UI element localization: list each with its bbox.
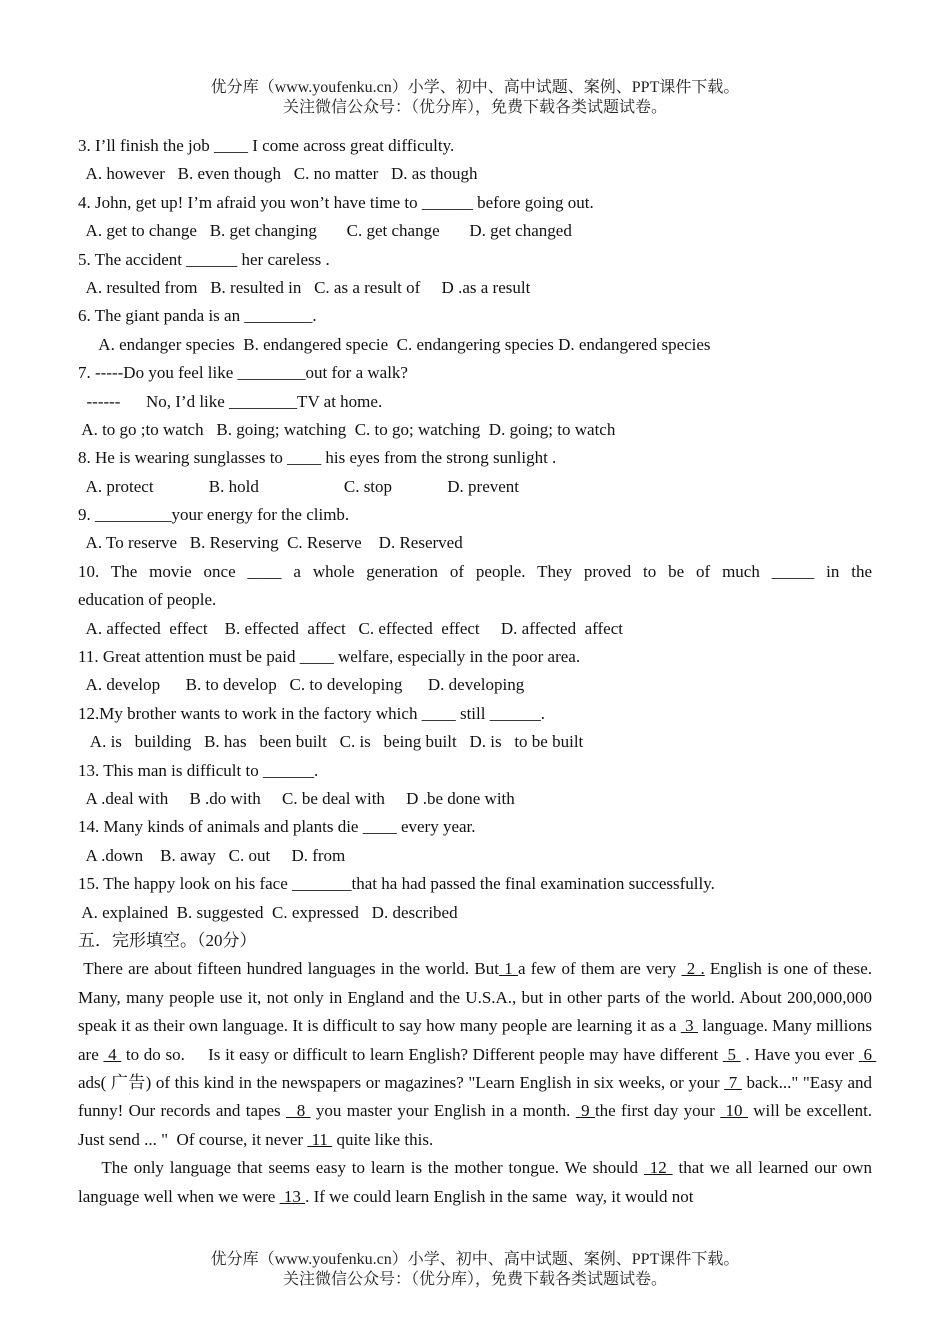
cloze-text: the first day your	[594, 1101, 721, 1121]
blank-4: 4	[103, 1044, 122, 1064]
blank-6: 6	[858, 1044, 877, 1064]
question-13-stem: 13. This man is difficult to ______.	[78, 760, 319, 780]
question-12-stem: 12.My brother wants to work in the factory which ____ still ______.	[78, 703, 545, 723]
main-content	[78, 132, 881, 1211]
question-7-options: A. to go ;to watch B. going; watching C. to go; watching D. going; to watch	[78, 419, 616, 439]
cloze-text: language. Many millions are	[78, 1016, 877, 1064]
page-footer	[0, 1250, 950, 1290]
question-15-options: A. explained B. suggested C. expressed D. described	[78, 902, 458, 922]
blank-8: 8	[286, 1101, 311, 1121]
blank-11: 11	[307, 1129, 333, 1149]
question-6-options: A. endanger species B. endangered specie C. endangering species D. endangered species	[78, 334, 711, 354]
cloze-text: quite like this.	[332, 1129, 434, 1149]
section-heading: 五．完形填空。（20分）	[78, 930, 257, 950]
question-3-options: A. however B. even though C. no matter D. as though	[78, 164, 478, 184]
cloze-text: . Have you ever	[740, 1044, 859, 1064]
blank-10: 10	[720, 1101, 748, 1121]
cloze-text: There are about fifteen hundred languages in the world. But	[78, 959, 499, 979]
blank-5: 5	[722, 1044, 741, 1064]
page-header	[0, 78, 950, 118]
header-line-1: 优分库（www.youfenku.cn）小学、初中、高中试题、案例、PPT课件下载。	[210, 79, 740, 96]
cloze-text: that we all learned our own language well when we were	[78, 1158, 877, 1206]
cloze-text: English is one of these. Many, many people use it, not only in England and the U.S.A., but in other parts of the world. About 200,000,000 speak it as their own language. It is difficult to say how many people are learning it as a	[78, 959, 877, 1036]
cloze-paragraph-1	[78, 955, 881, 1154]
cloze-text: a few of them are very	[517, 959, 682, 979]
question-3-stem: 3. I’ll finish the job ____ I come across great difficulty.	[78, 136, 455, 155]
question-7-stem: 7. -----Do you feel like ________out for a walk?	[78, 363, 408, 383]
question-9-options: A. To reserve B. Reserving C. Reserve D. Reserved	[78, 533, 463, 553]
question-15-stem: 15. The happy look on his face _______that ha had passed the final examination successfully.	[78, 874, 715, 894]
blank-1: 1	[498, 959, 518, 979]
header-line-2: 关注微信公众号：（优分库），免费下载各类试题试卷。	[282, 99, 667, 116]
question-11-options: A. develop B. to develop C. to developing D. developing	[78, 675, 525, 695]
blank-2: 2 .	[681, 959, 705, 979]
question-7-stem-2: ------ No, I’d like ________TV at home.	[78, 391, 383, 411]
question-14-options: A .down B. away C. out D. from	[78, 845, 346, 865]
question-5-options: A. resulted from B. resulted in C. as a result of D .as a result	[78, 277, 531, 297]
cloze-text: . If we could learn English in the same way, it would not	[305, 1186, 694, 1206]
question-14-stem: 14. Many kinds of animals and plants die ____ every year.	[78, 817, 476, 837]
cloze-text: to do so. Is it easy or difficult to learn English? Different people may have different	[121, 1044, 723, 1064]
question-4-options: A. get to change B. get changing C. get change D. get changed	[78, 221, 572, 241]
question-8-stem: 8. He is wearing sunglasses to ____ his eyes from the strong sunlight .	[78, 448, 557, 468]
question-6-stem: 6. The giant panda is an ________.	[78, 306, 317, 326]
question-10-stem: 10. The movie once ____ a whole generation of people. They proved to be of much _____ in the	[78, 561, 872, 581]
blank-7: 7	[724, 1072, 742, 1092]
blank-3: 3	[680, 1016, 698, 1036]
question-9-stem: 9. _________your energy for the climb.	[78, 505, 350, 525]
question-10-options: A. affected effect B. effected affect C. effected effect D. affected affect	[78, 618, 623, 638]
question-11-stem: 11. Great attention must be paid ____ welfare, especially in the poor area.	[78, 647, 581, 667]
blank-9: 9	[575, 1101, 595, 1121]
cloze-text: back..." "Easy and funny! Our records and tapes	[78, 1072, 877, 1121]
cloze-text: will be excellent. Just send ... " Of course, it never	[78, 1101, 877, 1149]
footer-line-2: 关注微信公众号：（优分库），免费下载各类试题试卷。	[282, 1271, 667, 1288]
question-8-options: A. protect B. hold C. stop D. prevent	[78, 476, 520, 496]
question-13-options: A .deal with B .do with C. be deal with D .be done with	[78, 788, 515, 808]
footer-line-1: 优分库（www.youfenku.cn）小学、初中、高中试题、案例、PPT课件下载。	[210, 1251, 740, 1268]
question-10-stem-2: education of people.	[78, 590, 217, 610]
question-5-stem: 5. The accident ______ her careless .	[78, 249, 330, 269]
blank-13: 13	[279, 1186, 306, 1206]
question-4-stem: 4. John, get up! I’m afraid you won’t have time to ______ before going out.	[78, 192, 594, 212]
cloze-text: The only language that seems easy to learn is the mother tongue. We should	[78, 1158, 644, 1178]
cloze-paragraph-2	[78, 1154, 877, 1211]
blank-12: 12	[643, 1158, 673, 1178]
cloze-text: you master your English in a month.	[310, 1101, 576, 1121]
question-12-options: A. is building B. has been built C. is being built D. is to be built	[78, 732, 584, 752]
cloze-text: ads( 广告) of this kind in the newspapers or magazines? "Learn English in six weeks, or your	[78, 1044, 881, 1092]
